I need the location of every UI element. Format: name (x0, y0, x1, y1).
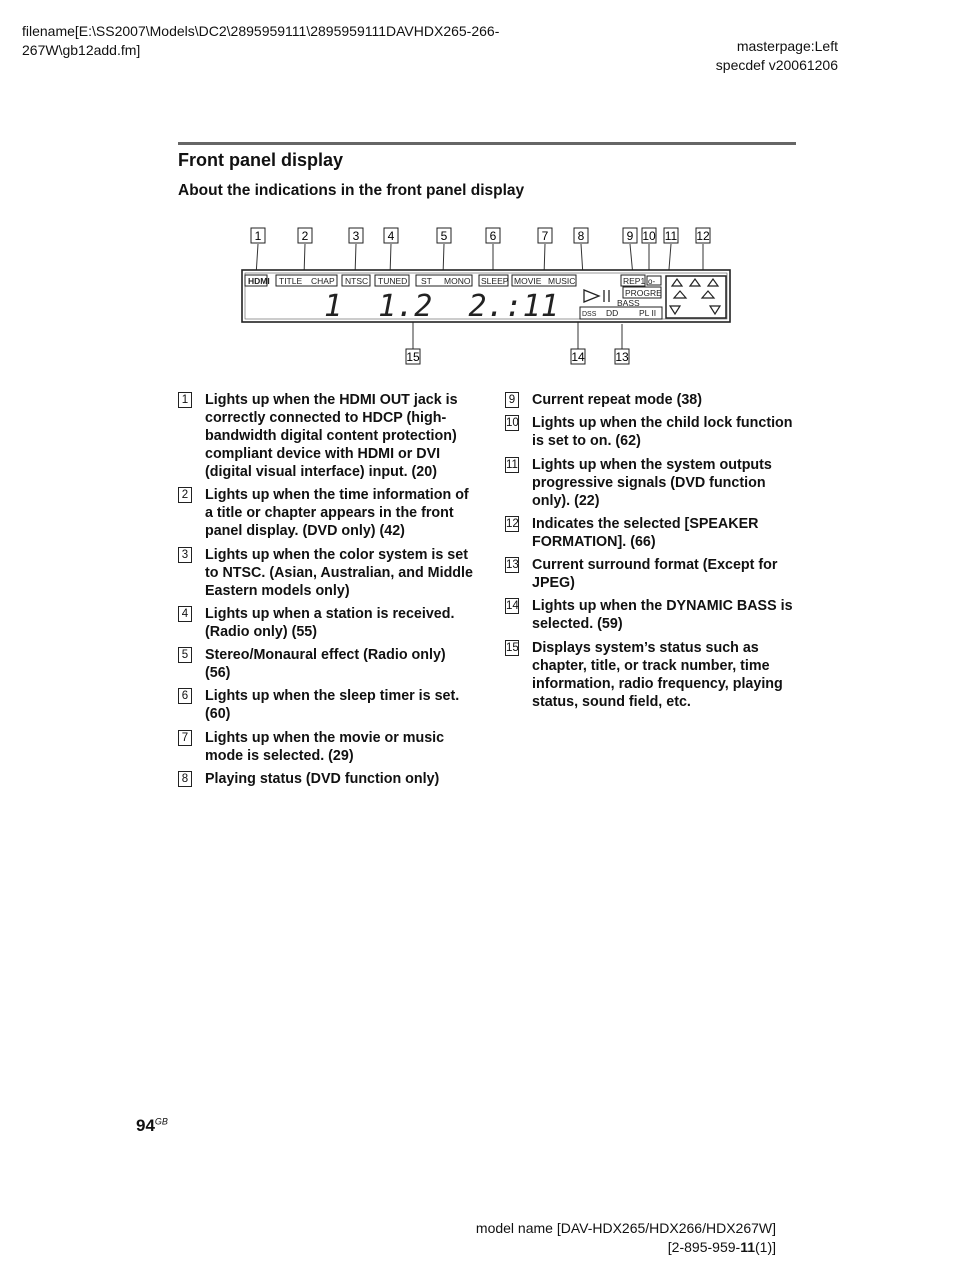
header-filename (22, 22, 499, 60)
item-number-box: 6 (178, 688, 192, 704)
item-text: Lights up when the HDMI OUT jack is correctly connected to HDCP (high-bandwidth digital content protection) compliant device with HDMI or DVI (digital visual interface) input. (20) (205, 392, 458, 480)
item-text: Lights up when the time information of a title or chapter appears in the front panel display. (DVD only) (42) (205, 487, 469, 540)
callout-number: 11 (664, 229, 678, 243)
section-rule (178, 142, 796, 145)
callouts-bottom (406, 349, 629, 364)
item-text: Lights up when the child lock function is set to on. (62) (532, 415, 793, 450)
section-title: Front panel display (178, 150, 344, 170)
indicator-sleep: SLEEP (481, 276, 509, 286)
indicator-mono: MONO (444, 276, 471, 286)
indications-column-right (505, 391, 801, 716)
callout-number: 12 (696, 229, 710, 243)
indicator-progre: PROGRE (625, 288, 662, 298)
indicator-title: TITLE (279, 276, 303, 286)
item-number-box: 8 (178, 771, 192, 787)
item-text: Lights up when a station is received. (Radio only) (55) (205, 605, 455, 640)
callout-number: 2 (301, 229, 309, 243)
footer-code-suffix: (1)] (755, 1239, 776, 1255)
indication-item (178, 729, 474, 765)
callout-number: 9 (626, 229, 634, 243)
item-text: Lights up when the sleep timer is set. (60) (205, 688, 460, 723)
item-number-box: 14 (506, 600, 519, 613)
item-text: Playing status (DVD function only) (205, 771, 440, 788)
item-number-box: 3 (178, 547, 192, 563)
indication-item (505, 597, 801, 633)
footer-code (476, 1238, 776, 1257)
item-text: Displays system’s status such as chapter, title, or track number, time information, radio frequency, playing status, sound field, etc. (532, 639, 783, 710)
item-number-box: 7 (178, 730, 192, 746)
item-number-box: 13 (506, 559, 519, 572)
callouts-top (251, 228, 710, 243)
item-number-box: 1 (178, 392, 192, 408)
callout-number: 4 (387, 229, 395, 243)
indicator-dd: DD (606, 308, 619, 318)
item-text: Current repeat mode (38) (532, 392, 703, 408)
footer-model: model name [DAV-HDX265/HDX266/HDX267W] (475, 1220, 776, 1236)
indicator-childlock: o- (648, 277, 656, 286)
indicator-music: MUSIC (548, 276, 576, 286)
indicator-dss: DSS (582, 311, 597, 318)
callout-number: 8 (577, 229, 585, 243)
item-number-box: 11 (506, 458, 518, 471)
indication-item (505, 456, 801, 510)
item-number-box: 9 (505, 392, 519, 408)
callout-number: 15 (406, 350, 420, 364)
callout-number: 13 (615, 350, 629, 364)
callout-number: 1 (254, 229, 262, 243)
indicator-plii: PL II (639, 308, 657, 318)
masterpage-label: masterpage:Left (736, 38, 838, 54)
indicator-movie: MOVIE (514, 276, 542, 286)
subsection-title: About the indications in the front panel display (178, 182, 525, 199)
specdef-label: specdef v20061206 (715, 57, 838, 73)
indication-item (505, 391, 801, 409)
indication-item (505, 639, 801, 711)
indicator-bass: BASS (617, 298, 640, 308)
page-suffix: GB (154, 1116, 168, 1127)
callout-number: 5 (440, 229, 448, 243)
footer-code-bold: 11 (740, 1239, 755, 1255)
indication-item (178, 605, 474, 641)
indication-item (505, 556, 801, 592)
indicator-rep1: REP1 (623, 276, 646, 286)
callout-number: 3 (352, 229, 360, 243)
indication-item (178, 770, 474, 788)
filename-line-1: filename[E:\SS2007\Models\DC2\2895959111\2895959111DAVHDX265-266- (22, 23, 500, 39)
item-number-box: 12 (506, 517, 519, 530)
page-number (136, 1116, 168, 1136)
callout-number: 6 (489, 229, 497, 243)
display-digits: 1 1.2 2.:11 (324, 289, 559, 324)
indicator-chap: CHAP (311, 276, 335, 286)
header-meta (716, 37, 838, 75)
item-number-box: 4 (178, 606, 192, 622)
item-text: Lights up when the system outputs progressive signals (DVD function only). (22) (532, 456, 772, 509)
indicator-hdmi: HDMI (248, 276, 270, 286)
indicator-ntsc: NTSC (345, 276, 369, 286)
callout-number: 14 (571, 350, 585, 364)
footer-code-prefix: [2-895-959- (667, 1239, 741, 1255)
item-number-box: 15 (506, 641, 519, 654)
item-text: Stereo/Monaural effect (Radio only) (56) (205, 647, 446, 682)
item-text: Current surround format (Except for JPEG) (532, 557, 778, 592)
callout-number: 7 (541, 229, 549, 243)
page-number-value: 94 (136, 1116, 155, 1135)
indication-item (178, 646, 474, 682)
indication-item (178, 486, 474, 540)
item-number-box: 2 (178, 487, 192, 503)
indication-item (178, 546, 474, 600)
indicator-st: ST (421, 276, 432, 286)
indication-item (505, 515, 801, 551)
item-text: Indicates the selected [SPEAKER FORMATION]. (66) (532, 515, 759, 550)
item-text: Lights up when the DYNAMIC BASS is selected. (59) (532, 598, 793, 633)
footer (476, 1219, 776, 1257)
indicator-tuned: TUNED (378, 276, 408, 286)
indications-column-left (178, 391, 474, 793)
item-text: Lights up when the color system is set to NTSC. (Asian, Australian, and Middle Eastern models only) (205, 546, 473, 599)
item-number-box: 10 (506, 417, 519, 430)
item-number-box: 5 (178, 647, 192, 663)
callout-number: 10 (642, 229, 656, 243)
front-panel-figure (238, 222, 738, 372)
indication-item (505, 414, 801, 450)
filename-line-2: 267W\gb12add.fm] (22, 42, 141, 58)
indication-item (178, 391, 474, 481)
indication-item (178, 687, 474, 723)
item-text: Lights up when the movie or music mode is selected. (29) (205, 729, 445, 764)
